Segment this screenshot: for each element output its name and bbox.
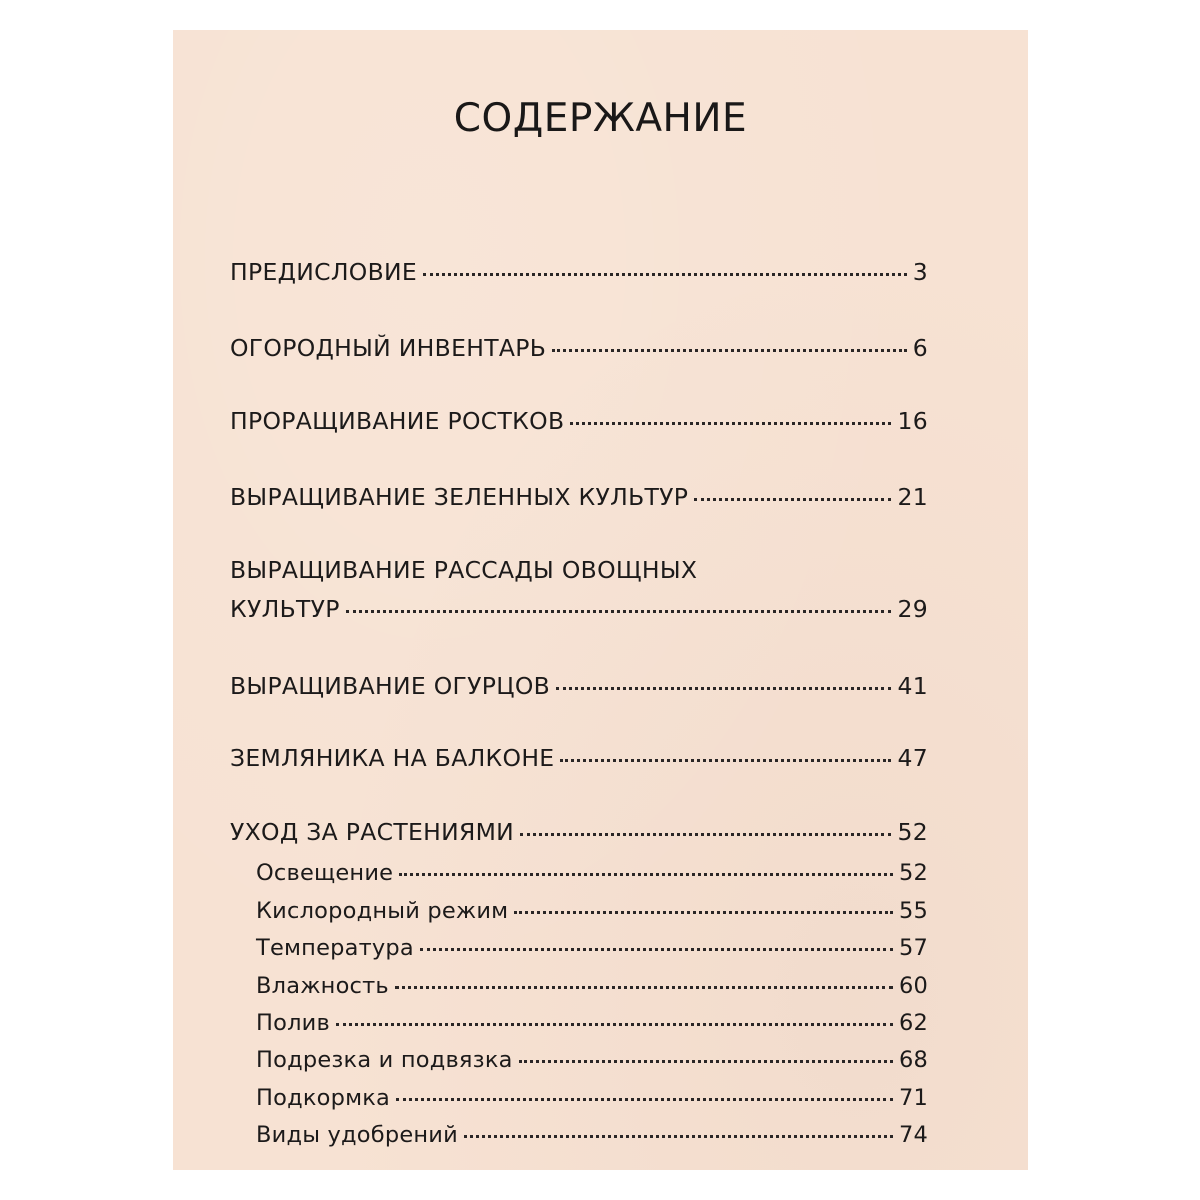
toc-subentry-label: Виды удобрений	[256, 1122, 458, 1148]
toc-entry-label: ВЫРАЩИВАНИЕ ОГУРЦОВ	[230, 672, 551, 700]
toc-page-number: 16	[897, 407, 928, 435]
toc-subentry	[256, 898, 928, 924]
toc-subentry-label: Подкормка	[256, 1085, 391, 1111]
toc-entry	[230, 334, 928, 362]
toc-entry	[230, 744, 928, 772]
dot-leader	[396, 1098, 893, 1101]
page-title: СОДЕРЖАНИЕ	[453, 96, 748, 141]
dot-leader	[552, 349, 907, 352]
dot-leader	[519, 1060, 893, 1063]
toc-entry-label: ВЫРАЩИВАНИЕ ЗЕЛЕННЫХ КУЛЬТУР	[230, 483, 689, 511]
toc-page-number: 55	[898, 898, 928, 924]
toc-page-number: 57	[898, 935, 928, 961]
dot-leader	[420, 948, 893, 951]
dot-leader	[423, 273, 907, 276]
toc-entry	[230, 258, 928, 286]
dot-leader	[399, 873, 893, 876]
toc-entry-label: ЗЕМЛЯНИКА НА БАЛКОНЕ	[230, 744, 555, 772]
toc-entry	[230, 556, 928, 623]
toc-page-number: 68	[898, 1047, 928, 1073]
dot-leader	[346, 610, 892, 613]
toc-entry-label: ПРОРАЩИВАНИЕ РОСТКОВ	[230, 407, 565, 435]
dot-leader	[694, 498, 891, 501]
toc-page-number: 29	[897, 595, 928, 623]
toc-entry-label: ПРЕДИСЛОВИЕ	[230, 258, 418, 286]
toc-entry-label-line1: ВЫРАЩИВАНИЕ РАССАДЫ ОВОЩНЫХ	[230, 556, 698, 584]
toc-subentry	[256, 973, 928, 999]
toc-subentry-label: Кислородный режим	[256, 898, 509, 924]
toc-entry	[230, 407, 928, 435]
dot-leader	[336, 1023, 893, 1026]
toc-page-number: 52	[898, 860, 928, 886]
toc-page-number: 41	[897, 672, 928, 700]
toc-page-number: 21	[897, 483, 928, 511]
toc-page-number: 60	[898, 973, 928, 999]
toc-subentry	[256, 860, 928, 886]
toc-subentry-label: Подрезка и подвязка	[256, 1047, 513, 1073]
toc-subentry-label: Полив	[256, 1010, 330, 1036]
toc-page-number: 62	[898, 1010, 928, 1036]
toc-subentry-label: Освещение	[256, 860, 394, 886]
dot-leader	[514, 911, 893, 914]
dot-leader	[570, 422, 891, 425]
toc-page-number: 47	[897, 744, 928, 772]
toc-subentry	[256, 1085, 928, 1111]
toc-page-number: 52	[897, 818, 928, 846]
toc-entry	[230, 818, 928, 846]
table-of-contents	[230, 30, 928, 1170]
toc-entry-label: ОГОРОДНЫЙ ИНВЕНТАРЬ	[230, 334, 547, 362]
toc-subentry-label: Температура	[256, 935, 414, 961]
dot-leader	[520, 833, 891, 836]
toc-subentry	[256, 1010, 928, 1036]
toc-entry-label-line2: КУЛЬТУР	[230, 595, 340, 623]
dot-leader	[560, 759, 891, 762]
dot-leader	[464, 1135, 893, 1138]
toc-entry	[230, 483, 928, 511]
toc-subentry-label: Влажность	[256, 973, 389, 999]
toc-subentry	[256, 1122, 928, 1148]
toc-entry	[230, 672, 928, 700]
toc-page-number: 71	[898, 1085, 928, 1111]
dot-leader	[395, 986, 893, 989]
toc-page-number: 6	[912, 334, 928, 362]
toc-page-number: 74	[898, 1122, 928, 1148]
toc-subentry	[256, 1047, 928, 1073]
toc-subentry	[256, 935, 928, 961]
dot-leader	[556, 687, 891, 690]
book-page	[173, 30, 1028, 1170]
toc-page-number: 3	[912, 258, 928, 286]
toc-entry-label: УХОД ЗА РАСТЕНИЯМИ	[230, 818, 515, 846]
